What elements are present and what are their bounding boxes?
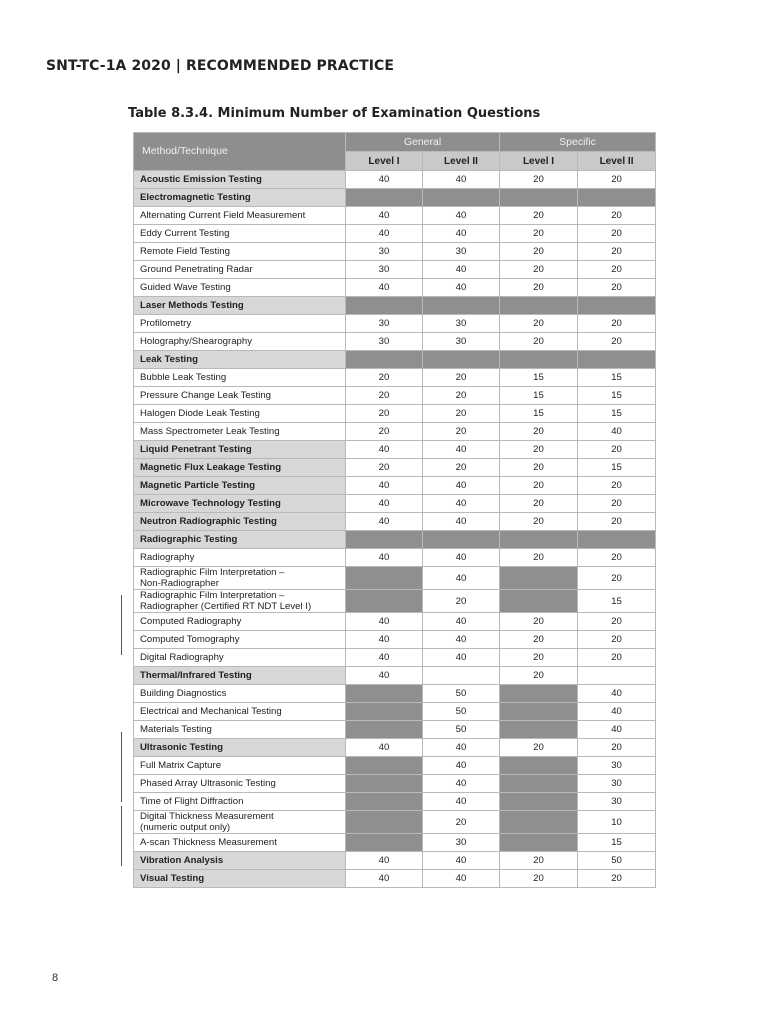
value-cell: 20 [578,495,656,513]
table-row [134,775,656,793]
value-cell: 20 [500,441,578,459]
value-cell: 40 [423,739,500,757]
table-row [134,721,656,739]
value-cell: 20 [578,870,656,888]
value-cell: 40 [423,793,500,811]
category-row [134,351,656,369]
category-row [134,189,656,207]
shaded-cell [500,297,578,315]
table-row [134,613,656,631]
shaded-cell [346,834,423,852]
shaded-cell [346,567,423,590]
value-cell: 20 [346,459,423,477]
table-row [134,315,656,333]
value-cell: 20 [500,852,578,870]
shaded-cell [346,811,423,834]
method-name-cell: Laser Methods Testing [134,297,346,315]
value-cell: 40 [346,513,423,531]
value-cell: 40 [423,279,500,297]
value-cell: 20 [500,477,578,495]
table-row [134,685,656,703]
shaded-cell [346,189,423,207]
value-cell: 15 [578,387,656,405]
value-cell: 40 [346,649,423,667]
shaded-cell [346,703,423,721]
revision-bar [121,595,122,655]
value-cell: 20 [500,549,578,567]
value-cell: 20 [578,567,656,590]
value-cell: 20 [500,279,578,297]
value-cell: 40 [578,685,656,703]
value-cell: 20 [500,495,578,513]
value-cell: 30 [346,333,423,351]
value-cell: 40 [423,613,500,631]
category-row [134,495,656,513]
value-cell: 20 [500,631,578,649]
value-cell: 30 [346,243,423,261]
method-technique-header: Method/Technique [134,133,346,171]
value-cell: 30 [578,793,656,811]
method-name-cell: Thermal/Infrared Testing [134,667,346,685]
value-cell: 40 [423,441,500,459]
shaded-cell [500,685,578,703]
shaded-cell [346,721,423,739]
table-row [134,631,656,649]
value-cell: 40 [346,739,423,757]
value-cell: 20 [500,667,578,685]
value-cell: 20 [578,613,656,631]
value-cell: 20 [423,811,500,834]
table-row [134,225,656,243]
value-cell: 20 [346,369,423,387]
value-cell: 40 [423,631,500,649]
value-cell: 20 [578,225,656,243]
value-cell: 40 [346,667,423,685]
shaded-cell [500,721,578,739]
value-cell: 20 [578,315,656,333]
value-cell: 30 [346,261,423,279]
value-cell: 40 [346,870,423,888]
value-cell: 30 [423,315,500,333]
shaded-cell [500,793,578,811]
shaded-cell [500,531,578,549]
method-name-cell: Liquid Penetrant Testing [134,441,346,459]
method-name-cell: Radiographic Film Interpretation – Radiographer (Certified RT NDT Level I) [134,590,346,613]
shaded-cell [423,531,500,549]
value-cell: 20 [578,243,656,261]
method-name-cell: Materials Testing [134,721,346,739]
method-name-cell: Eddy Current Testing [134,225,346,243]
table-row [134,423,656,441]
table-row [134,333,656,351]
table-row [134,207,656,225]
value-cell: 40 [578,423,656,441]
revision-bar [121,732,122,802]
shaded-cell [578,351,656,369]
value-cell: 15 [578,459,656,477]
method-name-cell: Visual Testing [134,870,346,888]
shaded-cell [578,297,656,315]
method-name-cell: Guided Wave Testing [134,279,346,297]
value-cell: 30 [423,333,500,351]
value-cell: 20 [500,459,578,477]
category-row [134,513,656,531]
value-cell: 40 [578,703,656,721]
category-row [134,852,656,870]
table-row [134,567,656,590]
shaded-cell [500,811,578,834]
value-cell: 20 [500,613,578,631]
shaded-cell [500,703,578,721]
table-body [134,171,656,888]
category-row [134,739,656,757]
value-cell: 40 [578,721,656,739]
specific-level-1-header: Level I [500,152,578,171]
value-cell [423,667,500,685]
value-cell: 40 [423,870,500,888]
method-name-cell: Electrical and Mechanical Testing [134,703,346,721]
value-cell: 50 [578,852,656,870]
value-cell: 20 [578,631,656,649]
value-cell: 40 [423,207,500,225]
table-row [134,549,656,567]
value-cell: 30 [578,757,656,775]
method-name-cell: Electromagnetic Testing [134,189,346,207]
value-cell: 40 [423,513,500,531]
shaded-cell [423,189,500,207]
method-name-cell: Holography/Shearography [134,333,346,351]
value-cell: 20 [423,369,500,387]
method-name-cell: Radiographic Film Interpretation – Non-Radiographer [134,567,346,590]
general-header: General [346,133,500,152]
value-cell: 40 [346,852,423,870]
method-name-cell: Neutron Radiographic Testing [134,513,346,531]
value-cell: 30 [346,315,423,333]
value-cell: 40 [346,477,423,495]
shaded-cell [500,351,578,369]
table-row [134,387,656,405]
category-row [134,297,656,315]
method-name-cell: A-scan Thickness Measurement [134,834,346,852]
value-cell: 40 [346,207,423,225]
value-cell: 20 [578,261,656,279]
shaded-cell [423,297,500,315]
value-cell: 20 [578,739,656,757]
method-name-cell: Remote Field Testing [134,243,346,261]
value-cell: 20 [423,459,500,477]
value-cell: 40 [346,171,423,189]
method-name-cell: Ground Penetrating Radar [134,261,346,279]
table-row [134,369,656,387]
general-level-2-header: Level II [423,152,500,171]
value-cell: 40 [346,495,423,513]
specific-level-2-header: Level II [578,152,656,171]
shaded-cell [500,834,578,852]
shaded-cell [346,351,423,369]
value-cell: 30 [423,834,500,852]
category-row [134,870,656,888]
value-cell: 20 [578,279,656,297]
value-cell: 15 [578,590,656,613]
value-cell: 20 [423,590,500,613]
method-name-cell: Halogen Diode Leak Testing [134,405,346,423]
value-cell: 20 [423,405,500,423]
category-row [134,531,656,549]
method-name-cell: Profilometry [134,315,346,333]
revision-bar [121,806,122,866]
value-cell: 40 [423,261,500,279]
value-cell: 20 [578,549,656,567]
value-cell: 40 [346,549,423,567]
value-cell: 40 [346,631,423,649]
value-cell: 40 [346,613,423,631]
value-cell: 20 [578,513,656,531]
value-cell: 40 [423,775,500,793]
value-cell: 10 [578,811,656,834]
exam-questions-table [133,132,656,888]
value-cell: 40 [423,649,500,667]
page-number: 8 [52,972,59,984]
table-caption: Table 8.3.4. Minimum Number of Examination Questions [128,106,541,121]
value-cell: 40 [423,567,500,590]
category-row [134,667,656,685]
method-name-cell: Computed Tomography [134,631,346,649]
value-cell: 40 [346,225,423,243]
shaded-cell [500,775,578,793]
value-cell: 30 [423,243,500,261]
value-cell: 40 [423,549,500,567]
table-row [134,811,656,834]
shaded-cell [500,189,578,207]
value-cell: 20 [500,649,578,667]
value-cell: 50 [423,703,500,721]
method-name-cell: Radiographic Testing [134,531,346,549]
table-row [134,261,656,279]
category-row [134,171,656,189]
value-cell: 20 [500,261,578,279]
method-name-cell: Magnetic Flux Leakage Testing [134,459,346,477]
method-name-cell: Ultrasonic Testing [134,739,346,757]
method-name-cell: Phased Array Ultrasonic Testing [134,775,346,793]
value-cell: 40 [423,757,500,775]
value-cell: 40 [423,225,500,243]
value-cell: 20 [578,441,656,459]
method-name-cell: Radiography [134,549,346,567]
shaded-cell [346,793,423,811]
value-cell: 15 [500,405,578,423]
value-cell: 20 [346,423,423,441]
method-name-cell: Full Matrix Capture [134,757,346,775]
method-name-cell: Time of Flight Diffraction [134,793,346,811]
table-row [134,279,656,297]
method-name-cell: Computed Radiography [134,613,346,631]
value-cell [578,667,656,685]
value-cell: 30 [578,775,656,793]
shaded-cell [500,757,578,775]
shaded-cell [346,685,423,703]
table-row [134,834,656,852]
shaded-cell [578,531,656,549]
shaded-cell [346,775,423,793]
general-level-1-header: Level I [346,152,423,171]
method-name-cell: Mass Spectrometer Leak Testing [134,423,346,441]
shaded-cell [500,567,578,590]
shaded-cell [346,297,423,315]
value-cell: 20 [346,405,423,423]
table-row [134,793,656,811]
table-row [134,590,656,613]
value-cell: 20 [500,739,578,757]
method-name-cell: Building Diagnostics [134,685,346,703]
method-name-cell: Alternating Current Field Measurement [134,207,346,225]
value-cell: 40 [423,477,500,495]
table-row [134,757,656,775]
table-row [134,703,656,721]
value-cell: 20 [578,333,656,351]
shaded-cell [346,531,423,549]
value-cell: 20 [500,225,578,243]
value-cell: 20 [500,870,578,888]
method-name-cell: Acoustic Emission Testing [134,171,346,189]
method-name-cell: Vibration Analysis [134,852,346,870]
value-cell: 20 [578,649,656,667]
value-cell: 15 [500,369,578,387]
shaded-cell [578,189,656,207]
method-name-cell: Magnetic Particle Testing [134,477,346,495]
value-cell: 20 [423,387,500,405]
category-row [134,477,656,495]
table-row [134,649,656,667]
value-cell: 40 [346,279,423,297]
value-cell: 15 [578,405,656,423]
method-name-cell: Digital Radiography [134,649,346,667]
value-cell: 15 [500,387,578,405]
value-cell: 15 [578,369,656,387]
method-name-cell: Microwave Technology Testing [134,495,346,513]
value-cell: 20 [578,207,656,225]
value-cell: 20 [500,315,578,333]
value-cell: 20 [500,243,578,261]
value-cell: 20 [578,171,656,189]
value-cell: 20 [500,513,578,531]
value-cell: 15 [578,834,656,852]
value-cell: 20 [500,207,578,225]
value-cell: 20 [500,423,578,441]
value-cell: 20 [500,171,578,189]
value-cell: 20 [423,423,500,441]
specific-header: Specific [500,133,656,152]
value-cell: 50 [423,685,500,703]
document-header: SNT-TC-1A 2020 | RECOMMENDED PRACTICE [46,58,395,74]
shaded-cell [346,757,423,775]
table-row [134,405,656,423]
shaded-cell [346,590,423,613]
method-name-cell: Pressure Change Leak Testing [134,387,346,405]
shaded-cell [423,351,500,369]
value-cell: 40 [423,171,500,189]
method-name-cell: Digital Thickness Measurement (numeric output only) [134,811,346,834]
shaded-cell [500,590,578,613]
category-row [134,441,656,459]
value-cell: 40 [423,852,500,870]
value-cell: 50 [423,721,500,739]
table-row [134,243,656,261]
value-cell: 40 [346,441,423,459]
value-cell: 20 [346,387,423,405]
method-name-cell: Bubble Leak Testing [134,369,346,387]
value-cell: 20 [578,477,656,495]
method-name-cell: Leak Testing [134,351,346,369]
value-cell: 40 [423,495,500,513]
category-row [134,459,656,477]
value-cell: 20 [500,333,578,351]
